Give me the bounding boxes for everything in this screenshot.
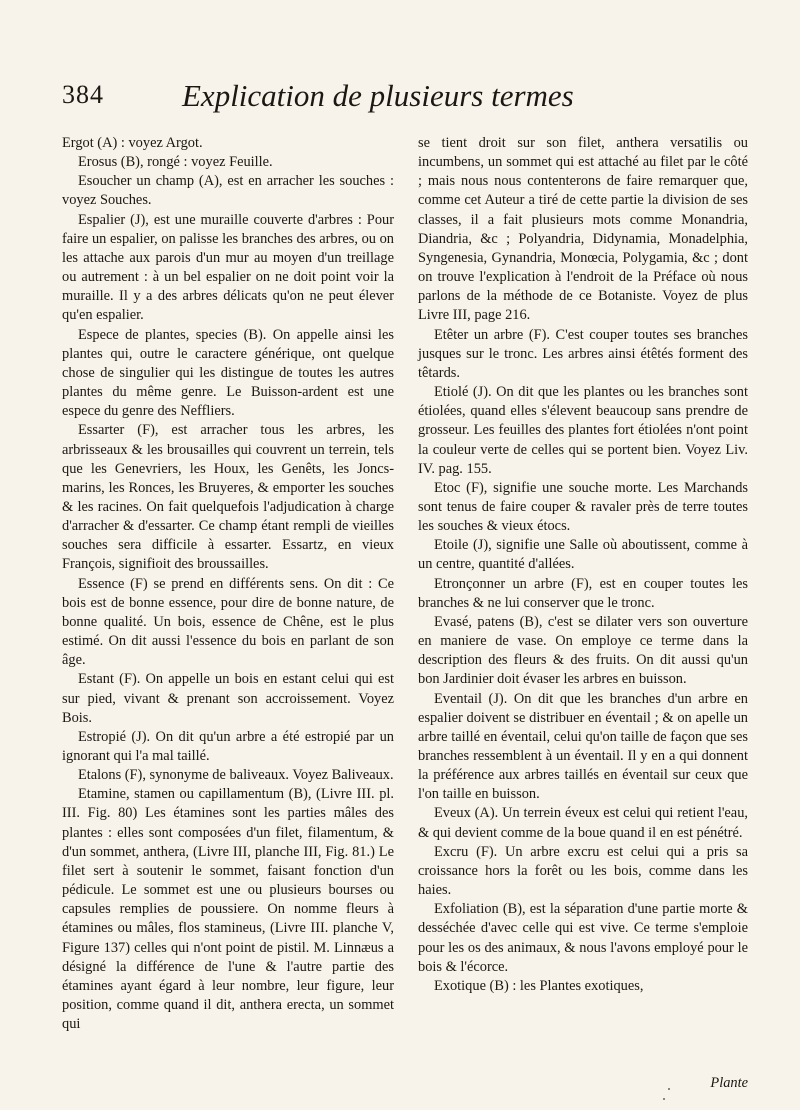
glossary-entry: Erosus (B), rongé : voyez Feuille. [78, 154, 273, 171]
glossary-entry: Exotique (B) : les Plantes exotiques, [434, 977, 644, 994]
glossary-entry: Excru (F). Un arbre excru est celui qui a pris sa croissance hors la forêt ou les bois, comme dans les haies. [418, 843, 748, 899]
glossary-entry: Espalier (J), est une muraille couverte d'arbres : Pour faire un espalier, on palisse les branches des arbres, ou on les attache aux parois d'un mur au moyen d'un treillage ou autrement : à un bel espalier on ne doit point voir la muraille. Il y a des arbres délicats qu'on ne peut élever qu'en espalier. [62, 211, 394, 324]
glossary-entry: Etiolé (J). On dit que les plantes ou les branches sont étiolées, quand elles s'élevent beaucoup sans prendre de grosseur. Les feuilles des plantes fort étiolées n'ont point la couleur verte de celles qui se portent bien. Voyez Liv. IV. pag. 155. [418, 384, 748, 477]
glossary-entry: Etoc (F), signifie une souche morte. Les Marchands sont tenus de faire couper & ravaler près de terre toutes les souches & vieux étocs. [418, 479, 748, 535]
right-column [418, 134, 748, 996]
glossary-entry: Etalons (F), synonyme de baliveaux. Voyez Baliveaux. [78, 767, 394, 784]
ink-speck [668, 1088, 670, 1090]
page-number: 384 [62, 80, 104, 109]
glossary-entry: Esoucher un champ (A), est en arracher les souches : voyez Souches. [62, 173, 394, 209]
glossary-entry: Estant (F). On appelle un bois en estant celui qui est sur pied, vivant & prenant son accroissement. Voyez Bois. [62, 671, 394, 726]
glossary-entry: se tient droit sur son filet, anthera versatilis ou incumbens, un sommet qui est attaché au filet par le côté ; mais nous nous contenterons de faire remarquer que, comme cet Auteur a tiré de cette partie la division de ses classes, il a fait plusieurs mots comme Monandria, Diandria, &c ; Polyandria, Didynamia, Monadelphia, Syngenesia, Gynandria, Monœcia, Polygamia, &c ; dont on trouve l'explication à l'endroit de la Préface où nous parlons de la méthode de ce Botaniste. Voyez de plus Livre III, page 216. [418, 135, 748, 324]
glossary-entry: Exfoliation (B), est la séparation d'une partie morte & desséchée d'avec celle qui est vive. Ce terme s'emploie pour les os des animaux, & nous l'avons employé pour le bois & l'écorce. [418, 901, 748, 975]
glossary-entry: Etoile (J), signifie une Salle où aboutissent, comme à un centre, quantité d'allées. [418, 537, 748, 573]
catchword: Plante [710, 1075, 748, 1091]
glossary-entry: Eveux (A). Un terrein éveux est celui qui retient l'eau, & qui devient comme de la boue quand il en est pénétré. [418, 805, 748, 841]
glossary-entry: Ergot (A) : voyez Argot. [62, 135, 203, 151]
glossary-entry: Evasé, patens (B), c'est se dilater vers son ouverture en maniere de vase. On employe ce terme dans la description des fleurs & des fruits. On dit aussi qu'un bon Jardinier doit évaser les arbres en buisson. [418, 613, 748, 688]
glossary-entry: Espece de plantes, species (B). On appelle ainsi les plantes qui, outre le caractere générique, ont quelque chose de singulier qui les distingue de toutes les autres plantes du même genre. Le Buisson-ardent est une espece du genre des Neffliers. [62, 326, 394, 420]
glossary-entry: Etamine, stamen ou capillamentum (B), (Livre III. pl. III. Fig. 80) Les étamines sont les parties mâles des plantes : elles sont composées d'un filet, filamentum, & d'un sommet, anthera, (Livre III, planche III, Fig. 81.) Le filet sert à soutenir le sommet, faisant fonction d'un pédicule. Le sommet est une ou plusieurs bourses ou capsules remplies de poussiere. On nomme fleurs à étamines ou mâles, flos stamineus, (Livre III. planche V, Figure 137) celles qui n'ont point de pistil. M. Linnæus a désigné la différence de l'une & l'autre partie des étamines ayant égard à leur nombre, leur figure, leur position, comme quand il dit, anthera erecta, un sommet qui [62, 786, 394, 1033]
glossary-entry: Estropié (J). On dit qu'un arbre a été estropié par un ignorant qui l'a mal taillé. [62, 728, 394, 764]
glossary-entry: Eventail (J). On dit que les branches d'un arbre en espalier doivent se distribuer en éventail ; & on apelle un arbre taillé en éventail, celui qu'on taille de façon que ses branches ressemblent à un éventail. Il y en a qui donnent la préférence aux arbres taillés en éventail sur ceux que l'on taille en buisson. [418, 690, 748, 803]
glossary-entry: Essarter (F), est arracher tous les arbres, les arbrisseaux & les brousailles qui couvrent un terrein, tels que les Genevriers, les Houx, les Genêts, les Joncs-marins, les Ronces, les Bruyeres, & emporter les souches & les racines. On fait quelquefois l'adjudication à charge d'arracher & d'essarter. Ce champ étant rempli de vieilles souches sera difficile à essarter. Essartz, en vieux François, signifioit des broussailles. [62, 422, 394, 573]
glossary-entry: Etêter un arbre (F). C'est couper toutes ses branches jusques sur le tronc. Les arbres ainsi étêtés forment des têtards. [418, 326, 748, 381]
glossary-entry: Essence (F) se prend en différents sens. On dit : Ce bois est de bonne essence, pour dire de bonne nature, de bonne qualité. Un bois, essence de Chêne, est le plus estimé. On dit aussi l'essence du bois en parlant de son âge. [62, 575, 394, 669]
ink-speck [663, 1098, 665, 1100]
glossary-entry: Etronçonner un arbre (F), est en couper toutes les branches & ne lui conserver que le tronc. [418, 575, 748, 611]
left-column [62, 134, 394, 1034]
running-title: Explication de plusieurs termes [182, 78, 574, 113]
